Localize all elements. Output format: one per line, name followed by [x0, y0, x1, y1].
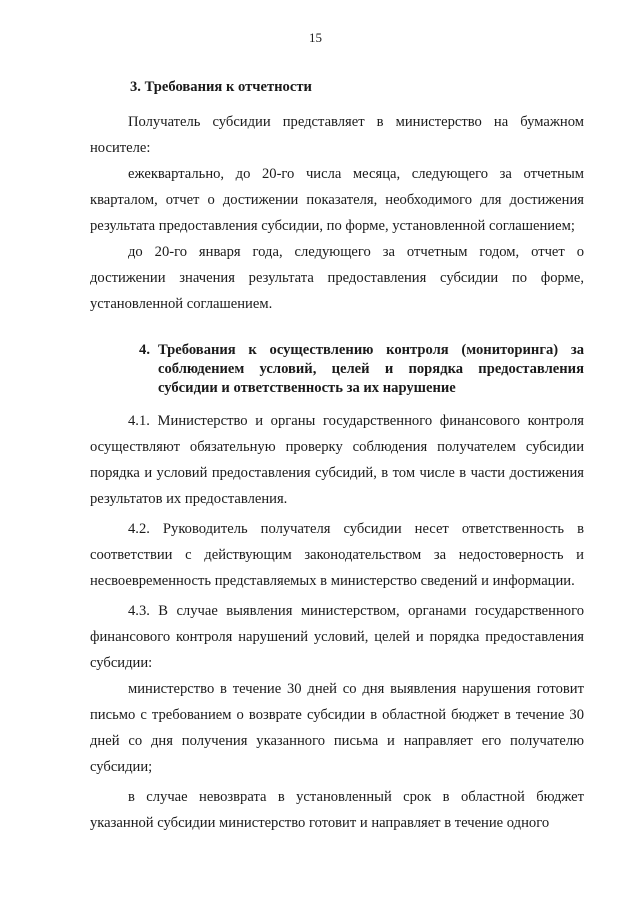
section-4-heading-text: Требования к осуществлению контроля (мониторинга) за соблюдением условий, целей и порядка предоставления субсидии и ответственность за их нарушение — [158, 342, 584, 396]
page-number: 15 — [309, 30, 322, 45]
section-4-heading — [90, 341, 584, 398]
section-4-paragraph-2: 4.2. Руководитель получателя субсидии несет ответственность в соответствии с действующим законодательством за недостоверность и несвоевременность представляемых в министерство сведений и информации. — [90, 521, 584, 589]
section-3-paragraph-2: ежеквартально, до 20-го числа месяца, следующего за отчетным кварталом, отчет о достижении показателя, необходимого для достижения результата предоставления субсидии, по форме, установленной соглашением; — [90, 166, 584, 234]
section-3-paragraph-1: Получатель субсидии представляет в министерство на бумажном носителе: — [90, 114, 584, 156]
section-4-paragraph-4: министерство в течение 30 дней со дня выявления нарушения готовит письмо с требованием о возврате субсидии в областной бюджет в течение 30 дней со дня получения указанного письма и направляет его получателю субсидии; — [90, 681, 584, 775]
section-3-paragraph-3: до 20-го января года, следующего за отчетным годом, отчет о достижении значения результата предоставления субсидии по форме, установленной соглашением. — [90, 244, 584, 312]
section-4-paragraph-5: в случае невозврата в установленный срок в областной бюджет указанной субсидии министерство готовит и направляет в течение одного — [90, 789, 584, 831]
section-3-heading: 3. Требования к отчетности — [130, 79, 312, 95]
section-4-heading-number: 4. — [139, 342, 150, 358]
document-body — [90, 74, 584, 836]
section-4-paragraph-1: 4.1. Министерство и органы государственного финансового контроля осуществляют обязательную проверку соблюдения получателем субсидии порядка и условий предоставления субсидий, в том числе в части достижения результатов их предоставления. — [90, 413, 584, 507]
section-4-paragraph-3: 4.3. В случае выявления министерством, органами государственного финансового контроля нарушений условий, целей и порядка предоставления субсидии: — [90, 603, 584, 671]
